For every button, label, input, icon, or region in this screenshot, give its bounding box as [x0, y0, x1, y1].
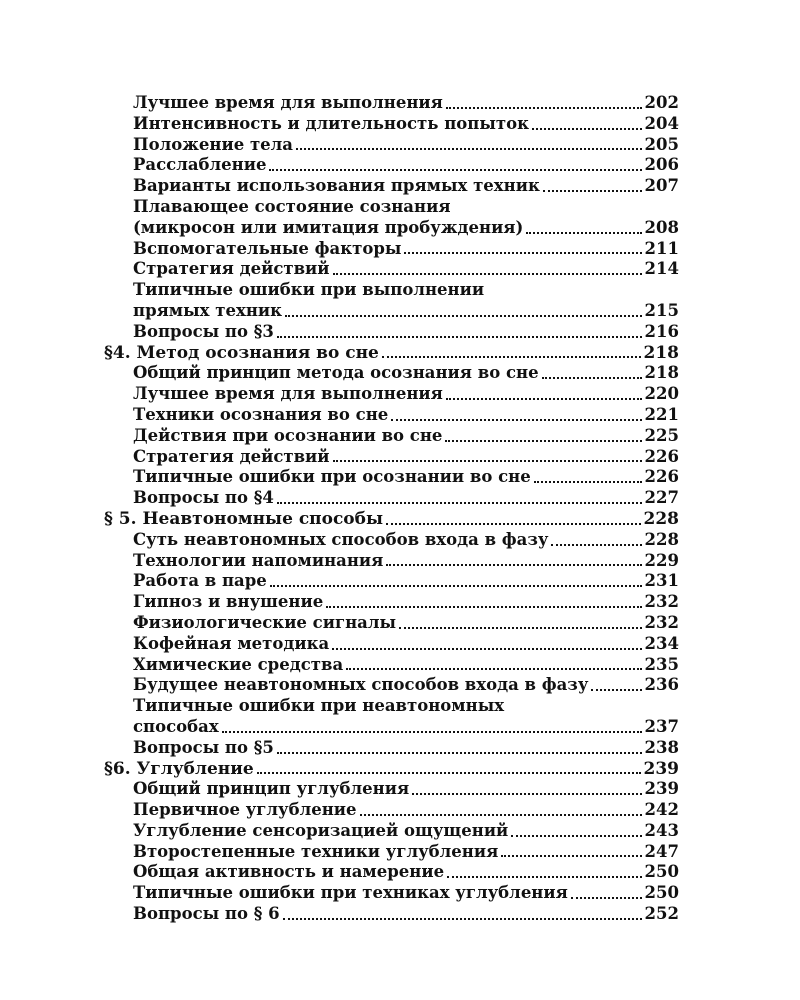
toc-page-number: 215 — [644, 300, 679, 320]
toc-subsection-entry[interactable] — [104, 842, 679, 863]
toc-subsection-entry[interactable] — [104, 530, 679, 551]
toc-page-number: 238 — [644, 737, 679, 757]
dot-leader — [591, 689, 641, 691]
toc-page-number: 204 — [644, 113, 679, 133]
toc-page-number: 228 — [643, 508, 679, 529]
toc-page-number: 214 — [644, 259, 679, 279]
toc-subsection-entry[interactable] — [104, 384, 679, 405]
toc-page-number: 242 — [644, 800, 679, 820]
toc-entry-title: Кофейная методика — [133, 633, 330, 653]
dot-leader — [446, 398, 642, 400]
toc-entry-title: Вопросы по § 6 — [133, 904, 280, 924]
toc-subsection-entry[interactable] — [104, 322, 679, 343]
toc-entry-title: Варианты использования прямых техник — [133, 176, 540, 196]
dot-leader — [277, 502, 642, 504]
toc-entry-title-line: Плавающее состояние сознания — [133, 196, 451, 216]
dot-leader — [346, 668, 641, 670]
toc-entry-title: Общий принцип метода осознания во сне — [133, 363, 539, 383]
dot-leader — [445, 440, 641, 442]
toc-entry-title: §6. Углубление — [104, 758, 254, 779]
dot-leader — [257, 772, 641, 774]
toc-entry-title: Стратегия действий — [133, 446, 330, 466]
toc-page-number: 231 — [644, 571, 679, 591]
toc-page-number: 250 — [644, 862, 679, 882]
toc-subsection-entry[interactable] — [104, 447, 679, 468]
toc-subsection-entry[interactable] — [104, 239, 679, 260]
toc-entry-title: §4. Метод осознания во сне — [104, 342, 379, 363]
toc-page-number: 232 — [644, 592, 679, 612]
toc-subsection-entry[interactable] — [104, 717, 679, 738]
toc-page-number: 216 — [644, 321, 679, 341]
toc-page-number: 250 — [644, 883, 679, 903]
toc-entry-title: Работа в паре — [133, 571, 267, 591]
dot-leader — [391, 419, 641, 421]
toc-entry-title: Стратегия действий — [133, 259, 330, 279]
toc-entry-title: Вспомогательные факторы — [133, 238, 402, 258]
toc-entry-title: Лучшее время для выполнения — [133, 384, 443, 404]
dot-leader — [285, 315, 641, 317]
toc-page-number: 237 — [644, 716, 679, 736]
dot-leader — [571, 897, 642, 899]
dot-leader — [270, 585, 642, 587]
toc-page-number: 208 — [644, 217, 679, 237]
dot-leader — [399, 627, 642, 629]
toc-entry-title: Вопросы по §5 — [133, 737, 274, 757]
toc-page-number: 211 — [644, 238, 679, 258]
dot-leader — [404, 252, 641, 254]
toc-page-number: 229 — [644, 550, 679, 570]
toc-entry-title: Второстепенные техники углубления — [133, 841, 499, 861]
toc-entry-title: Технологии напоминания — [133, 550, 384, 570]
toc-subsection-entry[interactable] — [104, 592, 679, 613]
toc-entry-title: Типичные ошибки при техниках углубления — [133, 883, 568, 903]
toc-entry-title: § 5. Неавтономные способы — [104, 508, 384, 529]
toc-page-number: 228 — [644, 529, 679, 549]
toc-entry-title-line: Типичные ошибки при выполнении — [133, 280, 485, 300]
toc-section-entry[interactable] — [104, 343, 679, 364]
dot-leader — [412, 793, 641, 795]
toc-page-number: 220 — [644, 384, 679, 404]
toc-subsection-entry[interactable] — [104, 634, 679, 655]
toc-subsection-entry[interactable] — [104, 176, 679, 197]
toc-subsection-entry[interactable] — [104, 655, 679, 676]
dot-leader — [543, 190, 642, 192]
toc-entry-title: Расслабление — [133, 155, 267, 175]
dot-leader — [269, 169, 641, 171]
toc-page-number: 226 — [644, 446, 679, 466]
toc-entry-title: Вопросы по §4 — [133, 488, 274, 508]
toc-subsection-entry[interactable] — [104, 93, 679, 114]
toc-page-number: 247 — [644, 841, 679, 861]
toc-entry-title: Общая активность и намерение — [133, 862, 445, 882]
toc-subsection-entry[interactable] — [104, 259, 679, 280]
dot-leader — [446, 107, 642, 109]
table-of-contents — [104, 93, 679, 925]
toc-page-number: 218 — [644, 363, 679, 383]
toc-entry-title: Интенсивность и длительность попыток — [133, 113, 530, 133]
toc-subsection-entry[interactable] — [104, 301, 679, 322]
toc-subsection-entry[interactable] — [104, 467, 679, 488]
toc-subsection-entry[interactable] — [104, 551, 679, 572]
dot-leader — [222, 731, 642, 733]
toc-subsection-entry[interactable] — [104, 488, 679, 509]
dot-leader — [551, 544, 641, 546]
toc-subsection-entry[interactable] — [104, 862, 679, 883]
dot-leader — [532, 128, 641, 130]
toc-subsection-entry[interactable] — [104, 218, 679, 239]
dot-leader — [277, 336, 642, 338]
toc-subsection-entry[interactable] — [104, 738, 679, 759]
toc-page-number: 239 — [644, 779, 679, 799]
dot-leader — [526, 232, 641, 234]
dot-leader — [501, 855, 641, 857]
toc-subsection-entry[interactable] — [104, 821, 679, 842]
toc-entry-title: Химические средства — [133, 654, 344, 674]
toc-entry-title: Физиологические сигналы — [133, 612, 397, 632]
toc-page-number: 206 — [644, 155, 679, 175]
toc-entry-title: Типичные ошибки при осознании во сне — [133, 467, 531, 487]
toc-entry-title: (микросон или имитация пробуждения) — [133, 217, 524, 237]
dot-leader — [333, 460, 642, 462]
toc-subsection-entry[interactable] — [104, 155, 679, 176]
dot-leader — [296, 148, 642, 150]
toc-page-number: 218 — [643, 342, 679, 363]
toc-page-number: 235 — [644, 654, 679, 674]
toc-entry-title: Будущее неавтономных способов входа в фазу — [133, 675, 589, 695]
toc-page-number: 232 — [644, 612, 679, 632]
toc-subsection-entry[interactable] — [104, 675, 679, 696]
toc-entry-title: Действия при осознании во сне — [133, 425, 443, 445]
toc-page-number: 205 — [644, 134, 679, 154]
dot-leader — [542, 377, 642, 379]
toc-subsection-entry[interactable] — [104, 426, 679, 447]
toc-subsection-entry[interactable] — [104, 779, 679, 800]
dot-leader — [332, 648, 641, 650]
dot-leader — [386, 564, 641, 566]
toc-subsection-entry[interactable] — [104, 800, 679, 821]
toc-page-number: 236 — [644, 675, 679, 695]
toc-page-number: 252 — [644, 904, 679, 924]
toc-subsection-entry[interactable] — [104, 114, 679, 135]
toc-entry-title-line: Типичные ошибки при неавтономных — [133, 696, 505, 716]
toc-page-number: 207 — [644, 176, 679, 196]
toc-subsection-entry[interactable] — [104, 613, 679, 634]
toc-entry-title: Первичное углубление — [133, 800, 357, 820]
toc-entry-title: Лучшее время для выполнения — [133, 93, 443, 112]
toc-entry-title: Общий принцип углубления — [133, 779, 410, 799]
toc-subsection-entry[interactable] — [104, 571, 679, 592]
toc-entry-title: прямых техник — [133, 300, 283, 320]
dot-leader — [511, 835, 641, 837]
dot-leader — [283, 918, 642, 920]
toc-page-number: 226 — [644, 467, 679, 487]
dot-leader — [382, 356, 641, 358]
dot-leader — [386, 523, 640, 525]
dot-leader — [534, 481, 642, 483]
toc-entry-title: Гипноз и внушение — [133, 592, 324, 612]
dot-leader — [277, 752, 642, 754]
toc-page-number: 202 — [644, 93, 679, 112]
toc-subsection-entry[interactable] — [104, 883, 679, 904]
toc-entry-title: Суть неавтономных способов входа в фазу — [133, 529, 549, 549]
dot-leader — [333, 273, 642, 275]
dot-leader — [447, 876, 641, 878]
toc-subsection-entry[interactable] — [104, 904, 679, 925]
toc-page-number: 225 — [644, 425, 679, 445]
toc-entry-title: способах — [133, 716, 219, 736]
toc-entry-title: Вопросы по §3 — [133, 321, 274, 341]
toc-subsection-entry[interactable] — [104, 405, 679, 426]
toc-entry-title: Техники осознания во сне — [133, 404, 389, 424]
toc-page-number: 239 — [643, 758, 679, 779]
toc-subsection-entry[interactable] — [104, 363, 679, 384]
toc-entry-title: Положение тела — [133, 134, 293, 154]
toc-section-entry[interactable] — [104, 509, 679, 530]
toc-page-number: 243 — [644, 820, 679, 840]
toc-subsection-entry[interactable] — [104, 135, 679, 156]
toc-page-number: 227 — [644, 488, 679, 508]
toc-entry-title: Углубление сенсоризацией ощущений — [133, 820, 509, 840]
toc-page-number: 234 — [644, 633, 679, 653]
dot-leader — [360, 814, 642, 816]
toc-page-number: 221 — [644, 404, 679, 424]
dot-leader — [326, 606, 641, 608]
toc-section-entry[interactable] — [104, 759, 679, 780]
